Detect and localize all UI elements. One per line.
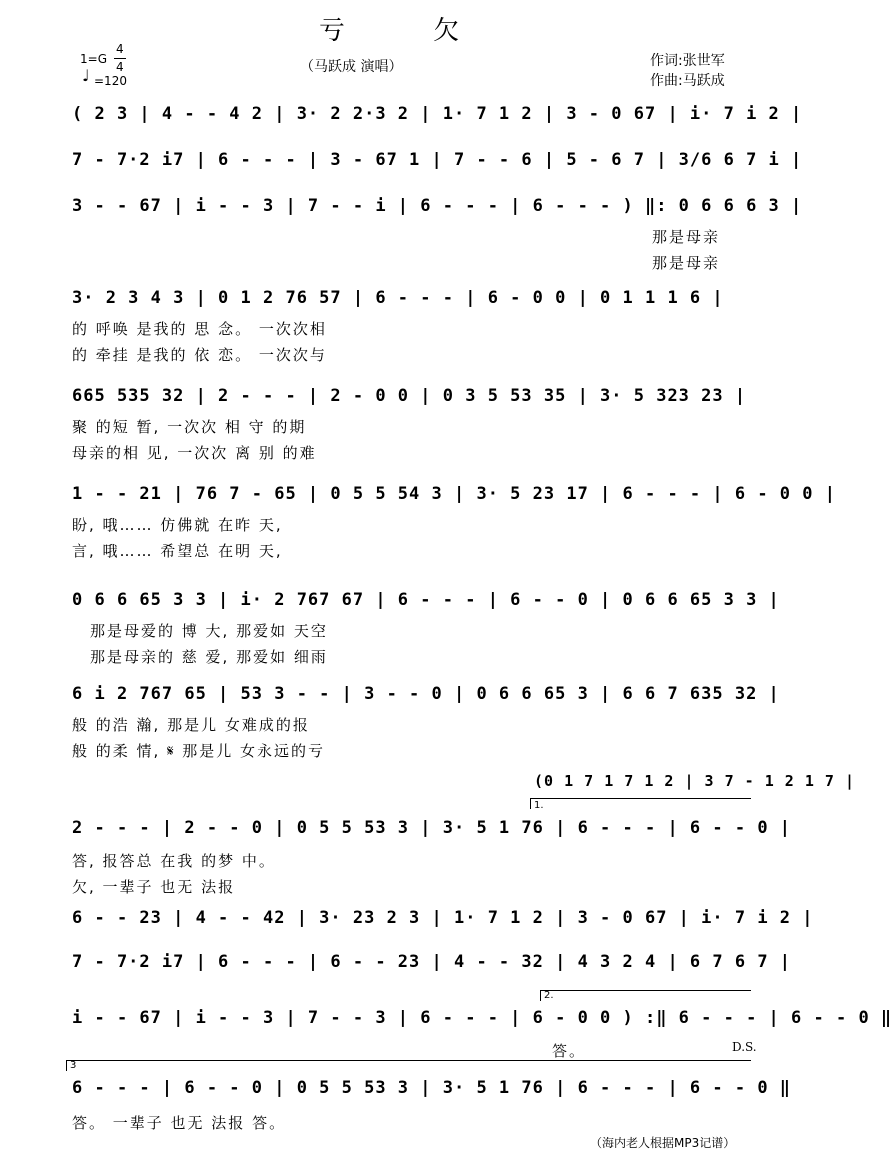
lyric-line-2: 母亲的相 见, 一次次 离 别 的难: [72, 444, 317, 462]
lyric-line-1: 答, 报答总 在我 的梦 中。: [72, 852, 276, 870]
score-row: 6 - - 23 | 4 - - 42 | 3· 23 2 3 | 1· 7 1 2 | 3 - 0 67 | i· 7 i 2 |: [72, 908, 814, 928]
lyric-line-2: 般 的柔 情, 𝄋 那是儿 女永远的亏: [72, 742, 326, 760]
transcriber-credit: （海内老人根据MP3记谱）: [590, 1136, 736, 1150]
interlude-line: (0 1 7 1 7 1 2 | 3 7 - 1 2 1 7 |: [534, 772, 855, 790]
key-signature: 1=G: [80, 52, 107, 66]
time-signature-bar: [114, 58, 126, 59]
lyric-line-1: 盼, 哦…… 仿佛就 在昨 天,: [72, 516, 283, 534]
page-title: 亏 欠: [318, 16, 500, 46]
score-row: 6 i 2 767 65 | 53 3 - - | 3 - - 0 | 0 6 6 65 3 | 6 6 7 635 32 |: [72, 684, 780, 704]
ds-marking: D.S.: [732, 1040, 757, 1054]
composer-credit: 作曲:马跃成: [650, 73, 725, 89]
score-row: ( 2 3 | 4 - - 4 2 | 3· 2 2·3 2 | 1· 7 1 2 | 3 - 0 67 | i· 7 i 2 |: [72, 104, 803, 124]
score-row: 665 535 32 | 2 - - - | 2 - 0 0 | 0 3 5 53 35 | 3· 5 323 23 |: [72, 386, 747, 406]
score-row: 7 - 7·2 i7 | 6 - - - | 6 - - 23 | 4 - - 32 | 4 3 2 4 | 6 7 6 7 |: [72, 952, 792, 972]
lyric-line-2: 欠, 一辈子 也无 法报: [72, 878, 236, 896]
tempo-marking: =120: [94, 74, 127, 88]
volta-label-1: 1.: [534, 800, 544, 811]
lyric-line-1: 般 的浩 瀚, 那是儿 女难成的报: [72, 716, 310, 734]
lyric-line-1: 答。: [552, 1042, 587, 1060]
volta-bracket-2: [540, 990, 751, 1001]
lyric-line-2: 那是母亲: [652, 254, 721, 272]
score-row: 1 - - 21 | 76 7 - 65 | 0 5 5 54 3 | 3· 5 23 17 | 6 - - - | 6 - 0 0 |: [72, 484, 836, 504]
lyric-line-1: 答。 一辈子 也无 法报 答。: [72, 1114, 287, 1132]
lyric-line-1: 的 呼唤 是我的 思 念。 一次次相: [72, 320, 327, 338]
volta-label-3: 3: [70, 1060, 77, 1071]
lyricist-credit: 作词:张世军: [650, 53, 725, 69]
score-row: 2 - - - | 2 - - 0 | 0 5 5 53 3 | 3· 5 1 76 | 6 - - - | 6 - - 0 |: [72, 818, 792, 838]
lyric-line-1: 那是母亲: [652, 228, 721, 246]
volta-bracket-1: [530, 798, 751, 809]
volta-bracket-3: [66, 1060, 751, 1071]
time-signature-bottom: 4: [116, 60, 124, 74]
performer-credit: （马跃成 演唱）: [300, 59, 403, 75]
quarter-note-icon: ♩: [82, 66, 90, 85]
volta-label-2: 2.: [544, 990, 554, 1001]
score-row: 3 - - 67 | i - - 3 | 7 - - i | 6 - - - | 6 - - - ) ‖: 0 6 6 6 3 |: [72, 196, 803, 216]
score-row: 6 - - - | 6 - - 0 | 0 5 5 53 3 | 3· 5 1 76 | 6 - - - | 6 - - 0 ‖: [72, 1078, 792, 1098]
lyric-line-1: 聚 的短 暂, 一次次 相 守 的期: [72, 418, 307, 436]
score-row: 0 6 6 65 3 3 | i· 2 767 67 | 6 - - - | 6 - - 0 | 0 6 6 65 3 3 |: [72, 590, 780, 610]
time-signature-top: 4: [116, 42, 124, 56]
score-row: 3· 2 3 4 3 | 0 1 2 76 57 | 6 - - - | 6 - 0 0 | 0 1 1 1 6 |: [72, 288, 724, 308]
lyric-line-2: 的 牵挂 是我的 依 恋。 一次次与: [72, 346, 327, 364]
score-row: i - - 67 | i - - 3 | 7 - - 3 | 6 - - - | 6 - 0 0 ) :‖ 6 - - - | 6 - - 0 ‖: [72, 1008, 892, 1028]
lyric-line-2: 言, 哦…… 希望总 在明 天,: [72, 542, 283, 560]
lyric-line-1: 那是母爱的 博 大, 那爱如 天空: [90, 622, 328, 640]
lyric-line-2: 那是母亲的 慈 爱, 那爱如 细雨: [90, 648, 328, 666]
score-row: 7 - 7·2 i7 | 6 - - - | 3 - 67 1 | 7 - - 6 | 5 - 6 7 | 3/6 6 7 i |: [72, 150, 803, 170]
